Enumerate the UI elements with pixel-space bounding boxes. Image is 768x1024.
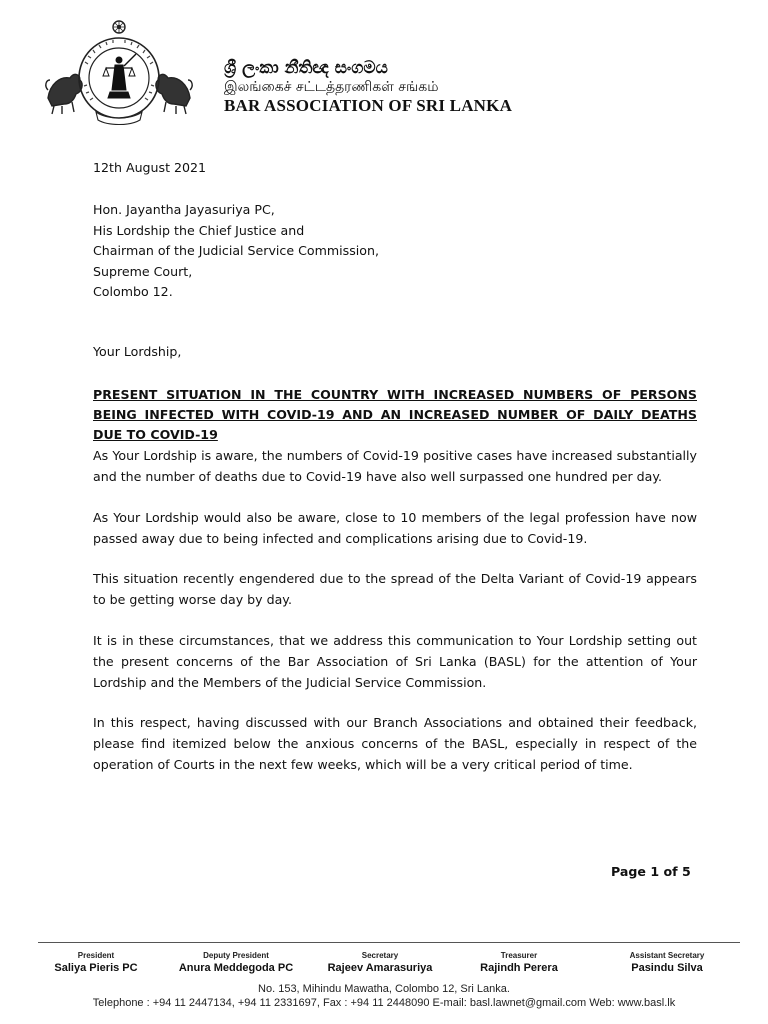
org-name-english: BAR ASSOCIATION OF SRI LANKA	[224, 96, 513, 115]
basl-emblem-icon	[44, 20, 194, 128]
right-lion-icon	[156, 74, 192, 114]
officer-secretary	[328, 950, 433, 976]
officer-assistant-secretary	[630, 950, 705, 976]
org-name-tamil: இலங்கைச் சட்டத்தரணிகள் சங்கம்	[224, 79, 439, 95]
office-bearers	[0, 950, 768, 984]
body-paragraph: As Your Lordship would also be aware, close to 10 members of the legal profession have now passed away due to being infected and complications arising due to Covid-19.	[93, 510, 697, 546]
body-paragraph: In this respect, having discussed with our Branch Associations and obtained their feedback, please find itemized below the anxious concerns of the BASL, especially in respect of the operation of Courts in the next few weeks, which will be a very critical period of time.	[93, 715, 697, 772]
letterhead	[0, 0, 768, 130]
officer-title: Assistant Secretary	[629, 951, 705, 960]
addressee-line: Hon. Jayantha Jayasuriya PC,	[93, 202, 275, 217]
body-paragraph: As Your Lordship is aware, the numbers of Covid-19 positive cases have increased substantially and the number of deaths due to Covid-19 have also well surpassed one hundred per day.	[93, 448, 697, 484]
officer-name: Rajeev Amarasuriya	[327, 962, 433, 974]
postal-address: No. 153, Mihindu Mawatha, Colombo 12, Sri Lanka.	[258, 983, 510, 995]
page-number: Page 1 of 5	[611, 864, 691, 879]
body-paragraph: This situation recently engendered due to the spread of the Delta Variant of Covid-19 appears to be getting worse day by day.	[93, 571, 697, 607]
addressee-line: Supreme Court,	[93, 263, 193, 279]
salutation: Your Lordship,	[93, 344, 182, 359]
officer-deputy-president	[179, 950, 293, 976]
org-name-sinhala: ශ්‍රී ලංකා නීතිඥ සංගමය	[224, 58, 388, 78]
officer-title: Secretary	[361, 951, 399, 960]
officer-title: President	[77, 951, 115, 960]
addressee-line: Colombo 12.	[93, 284, 173, 299]
body-paragraph: It is in these circumstances, that we address this communication to Your Lordship setting out the present concerns of the Bar Association of Sri Lanka (BASL) for the attention of Your Lordship and the Members of the Judicial Service Commission.	[93, 633, 697, 690]
letter-date: 12th August 2021	[93, 160, 207, 175]
officer-name: Saliya Pieris PC	[54, 962, 138, 974]
contact-details: Telephone : +94 11 2447134, +94 11 2331697, Fax : +94 11 2448090 E-mail: basl.lawnet@gmail.com Web: www.basl.lk	[92, 997, 676, 1009]
officer-title: Deputy President	[203, 951, 269, 960]
addressee-line: His Lordship the Chief Justice and	[93, 222, 305, 238]
justice-figure-icon	[103, 54, 136, 98]
officer-name: Pasindu Silva	[631, 962, 703, 974]
officer-name: Anura Meddegoda PC	[178, 962, 294, 974]
addressee-block	[93, 200, 697, 303]
officer-title: Treasurer	[500, 951, 538, 960]
footer-divider	[38, 942, 740, 943]
organization-names	[224, 58, 512, 116]
officer-president	[54, 950, 137, 976]
officer-name: Rajindh Perera	[480, 962, 558, 974]
officer-treasurer	[480, 950, 558, 976]
left-lion-icon	[46, 74, 82, 114]
subject-heading: PRESENT SITUATION IN THE COUNTRY WITH INCREASED NUMBERS OF PERSONS BEING INFECTED WITH COVID-19 AND AN INCREASED NUMBER OF DAILY DEATHS DUE TO COVID-19	[93, 387, 697, 442]
addressee-line: Chairman of the Judicial Service Commission,	[93, 243, 379, 258]
dharma-wheel-icon	[113, 21, 125, 33]
